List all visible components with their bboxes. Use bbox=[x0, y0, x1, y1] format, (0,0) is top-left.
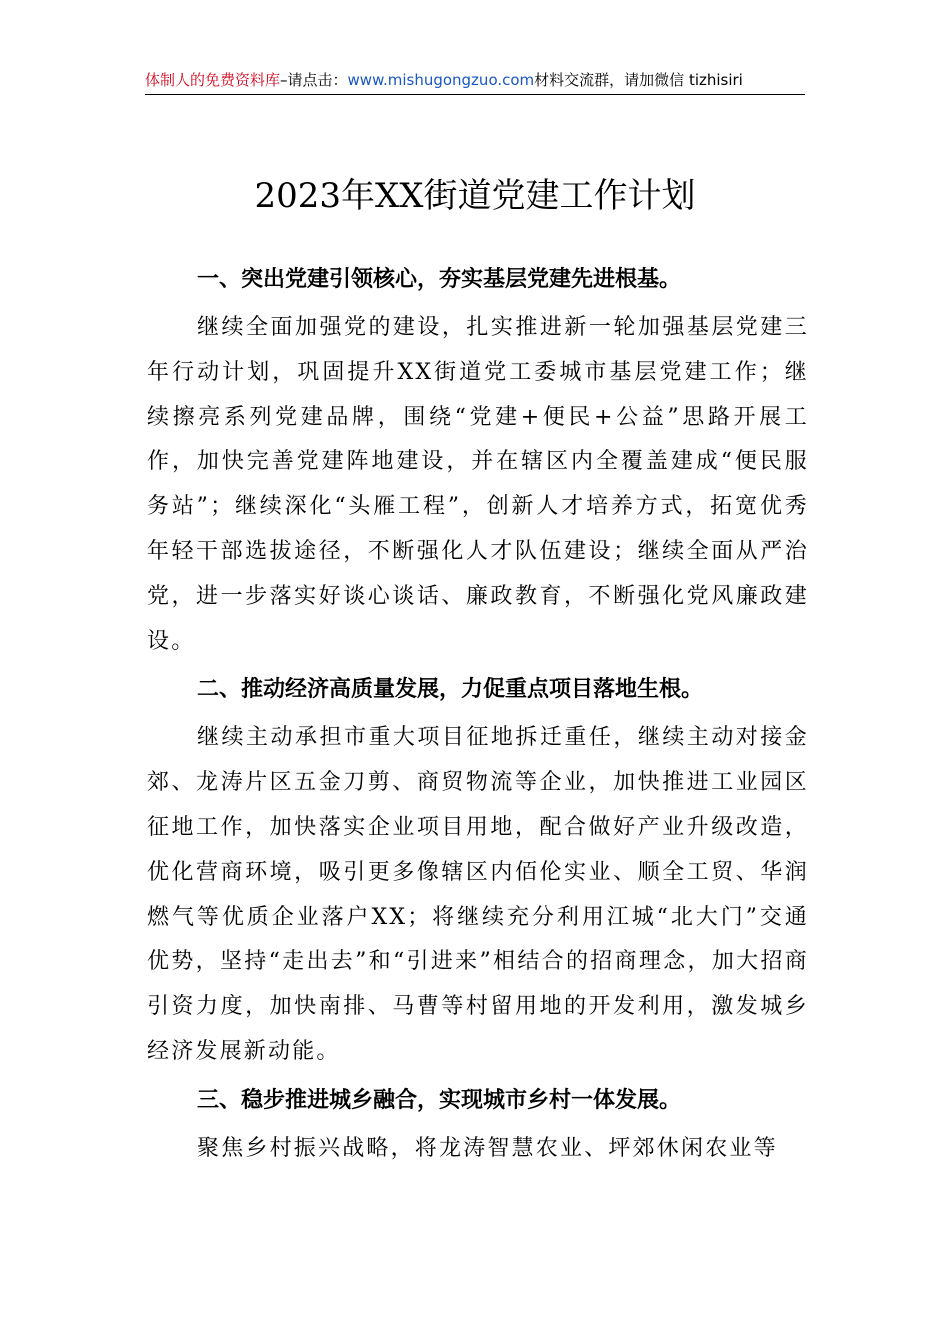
document-title: 2023年XX街道党建工作计划 bbox=[254, 176, 696, 216]
header-separator: –请点击： bbox=[280, 71, 348, 89]
section-paragraph-2: 继续主动承担市重大项目征地拆迁重任，继续主动对接金郊、龙涛片区五金刀剪、商贸物流等企业，加快推进工业园区征地工作，加快落实企业项目用地，配合做好产业升级改造，优化营商环境，吸引更多像辖区内佰伦实业、顺全工贸、华润燃气等优质企业落户XX；将继续充分利用江城“北大门”交通优势，坚持“走出去”和“引进来”相结合的招商理念，加大招商引资力度，加快南排、马曹等村留用地的开发利用，激发城乡经济发展新动能。 bbox=[147, 725, 809, 1064]
header-link[interactable]: www.mishugongzuo.com bbox=[347, 71, 535, 89]
section-heading-3: 三、稳步推进城乡融合，实现城市乡村一体发展。 bbox=[197, 1087, 682, 1113]
section-heading-2: 二、推动经济高质量发展，力促重点项目落地生根。 bbox=[197, 677, 704, 703]
page-header bbox=[145, 68, 805, 95]
section-paragraph-1: 继续全面加强党的建设，扎实推进新一轮加强基层党建三年行动计划，巩固提升XX街道党工委城市基层党建工作；继续擦亮系列党建品牌，围绕“党建+便民+公益”思路开展工作，加快完善党建阵地建设，并在辖区内全覆盖建成“便民服务站”；继续深化“头雁工程”，创新人才培养方式，拓宽优秀年轻干部选拔途径，不断强化人才队伍建设；继续全面从严治党，进一步落实好谈心谈话、廉政教育，不断强化党风廉政建设。 bbox=[147, 315, 809, 654]
section-paragraph-3: 聚焦乡村振兴战略，将龙涛智慧农业、坪郊休闲农业等 bbox=[197, 1135, 778, 1161]
document-body bbox=[147, 258, 809, 1172]
header-contact: 材料交流群，请加微信 tizhisiri bbox=[534, 71, 743, 89]
header-brand: 体制人的免费资料库 bbox=[145, 71, 281, 89]
section-heading-1: 一、突出党建引领核心，夯实基层党建先进根基。 bbox=[197, 267, 682, 292]
